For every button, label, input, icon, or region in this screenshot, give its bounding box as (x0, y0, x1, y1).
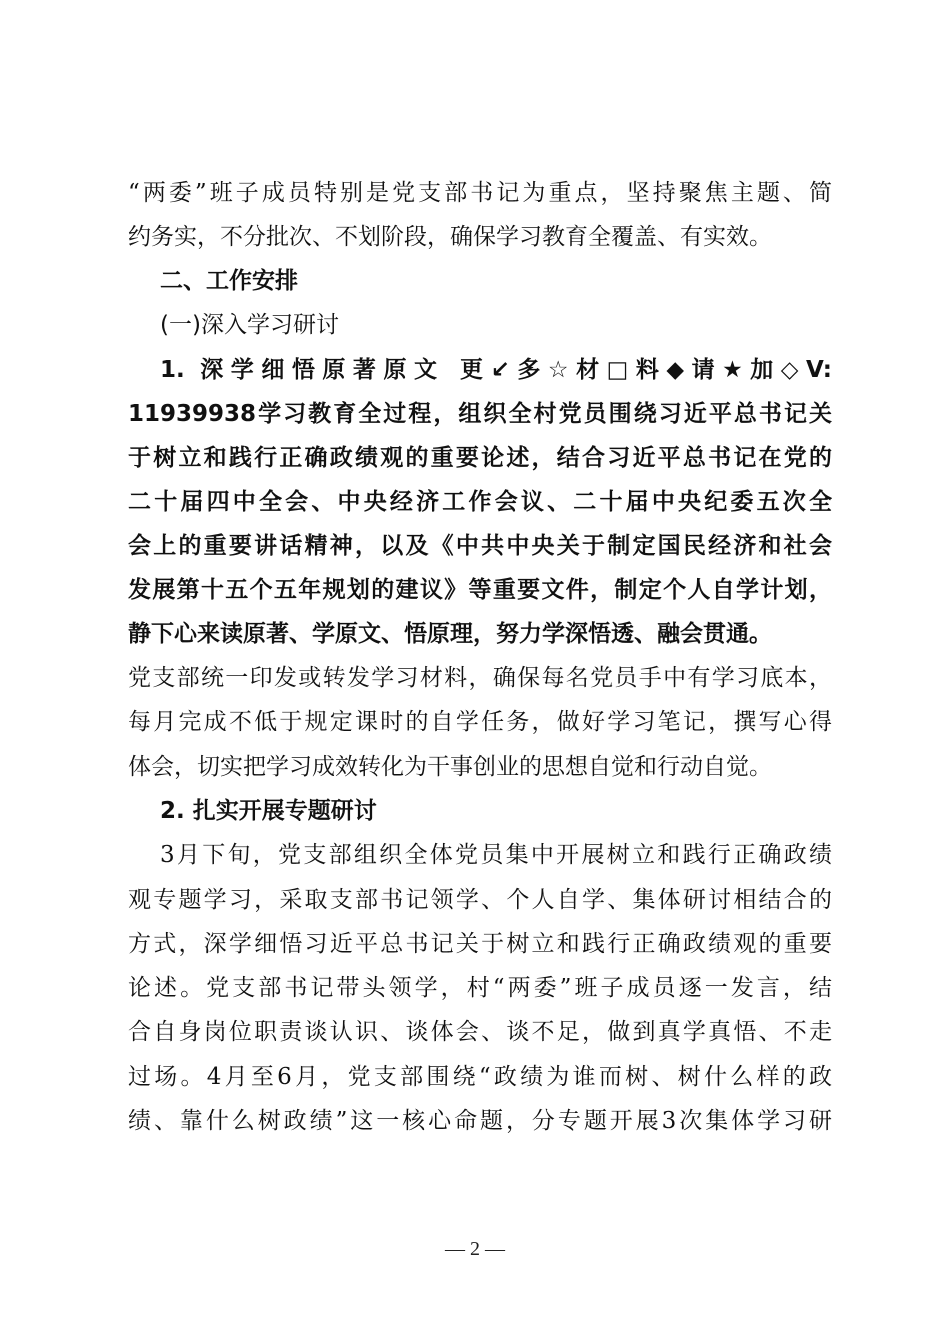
paragraph-line: 静下心来读原著、学原文、悟原理，努力学深悟透、融会贯通。 (128, 621, 772, 647)
paragraph-line: “两委”班子成员特别是党支部书记为重点，坚持聚焦主题、简 (128, 180, 832, 206)
paragraph-line: 绩、靠什么树政绩”这一核心命题，分专题开展3次集体学习研 (128, 1108, 832, 1134)
paragraph-line: 过场。4月至6月，党支部围绕“政绩为谁而树、树什么样的政 (128, 1064, 832, 1090)
paragraph-line: 3月下旬，党支部组织全体党员集中开展树立和践行正确政绩 (160, 842, 832, 868)
paragraph-line: 党支部统一印发或转发学习材料，确保每名党员手中有学习底本， (128, 665, 832, 691)
paragraph-line: 体会，切实把学习成效转化为干事创业的思想自觉和行动自觉。 (128, 754, 772, 780)
paragraph-line: 会上的重要讲话精神，以及《中共中央关于制定国民经济和社会 (128, 533, 832, 559)
subsection-heading: (一)深入学习研讨 (160, 312, 339, 338)
paragraph-line: 发展第十五个五年规划的建议》等重要文件，制定个人自学计划， (128, 577, 832, 603)
paragraph-line: 合自身岗位职责谈认识、谈体会、谈不足，做到真学真悟、不走 (128, 1019, 832, 1045)
paragraph-line: 每月完成不低于规定课时的自学任务，做好学习笔记，撰写心得 (128, 709, 832, 735)
page-number: — 2 — (445, 1238, 505, 1260)
paragraph-line: 观专题学习，采取支部书记领学、个人自学、集体研讨相结合的 (128, 887, 832, 913)
section-heading: 二、工作安排 (160, 268, 298, 294)
paragraph-line: 方式，深学细悟习近平总书记关于树立和践行正确政绩观的重要 (128, 931, 832, 957)
paragraph-line: 约务实，不分批次、不划阶段，确保学习教育全覆盖、有实效。 (128, 224, 772, 250)
paragraph-line: 于树立和践行正确政绩观的重要论述，结合习近平总书记在党的 (128, 445, 832, 471)
paragraph-line: 二十届四中全会、中央经济工作会议、二十届中央纪委五次全 (128, 489, 832, 515)
item-heading-line: 1. 深学细悟原著原文 更↙多☆材□料◆请★加◇V: (160, 357, 832, 383)
item-heading: 2. 扎实开展专题研讨 (160, 798, 377, 824)
paragraph-line: 论述。党支部书记带头领学，村“两委”班子成员逐一发言，结 (128, 975, 832, 1001)
paragraph-line: 11939938学习教育全过程，组织全村党员围绕习近平总书记关 (128, 401, 832, 427)
